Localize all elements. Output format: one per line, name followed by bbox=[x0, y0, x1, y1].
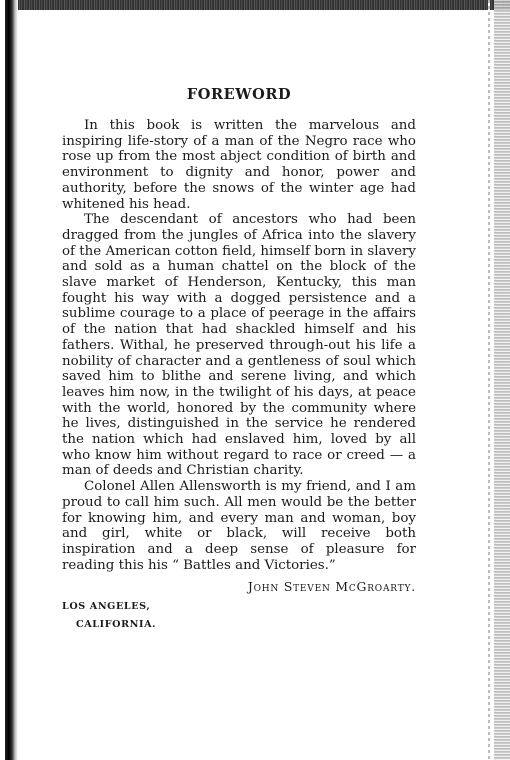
paragraph-2: The descendant of ancestors who had been dragged from the jungles of Africa into the slavery of the American cotton field, himself born in slavery and sold as a human chattel on the block of the slave market of Henderson, Kentucky, this man fought his way with a dogged persistence and a sublime courage to a place of peerage in the affairs of the nation that had shackled himself and his fathers. Withal, he preserved through-out his life a nobility of character and a gentleness of soul which saved him to blithe and serene living, and which leaves him now, in the twilight of his days, at peace with the world, honored by the community where he lives, distinguished in the service he rendered the nation which had enslaved him, loved by all who know him without regard to race or creed — a man of deeds and Christian charity. bbox=[62, 212, 416, 479]
author-signature: John Steven McGroarty. bbox=[247, 579, 416, 595]
scan-right-line bbox=[488, 0, 490, 760]
place-city: LOS ANGELES, bbox=[62, 601, 151, 613]
scan-left-edge bbox=[0, 0, 18, 760]
page-content bbox=[62, 86, 416, 634]
page-title: FOREWORD bbox=[186, 86, 292, 103]
scan-top-edge bbox=[0, 0, 510, 10]
paragraph-1: In this book is written the marvelous and inspiring life-story of a man of the Negro race who rose up from the most abject condition of birth and environment to dignity and honor, power and authority, before the snows of the winter age had whitened his head. bbox=[62, 118, 416, 212]
scan-right-edge bbox=[494, 0, 510, 760]
place-line bbox=[62, 598, 416, 634]
paragraph-3: Colonel Allen Allensworth is my friend, and I am proud to call him such. All men would be the better for knowing him, and every man and woman, boy and girl, white or black, will receive both inspiration and a deep sense of pleasure for reading this his “ Battles and Victories.” bbox=[62, 479, 416, 573]
place-state: CALIFORNIA. bbox=[76, 619, 157, 631]
